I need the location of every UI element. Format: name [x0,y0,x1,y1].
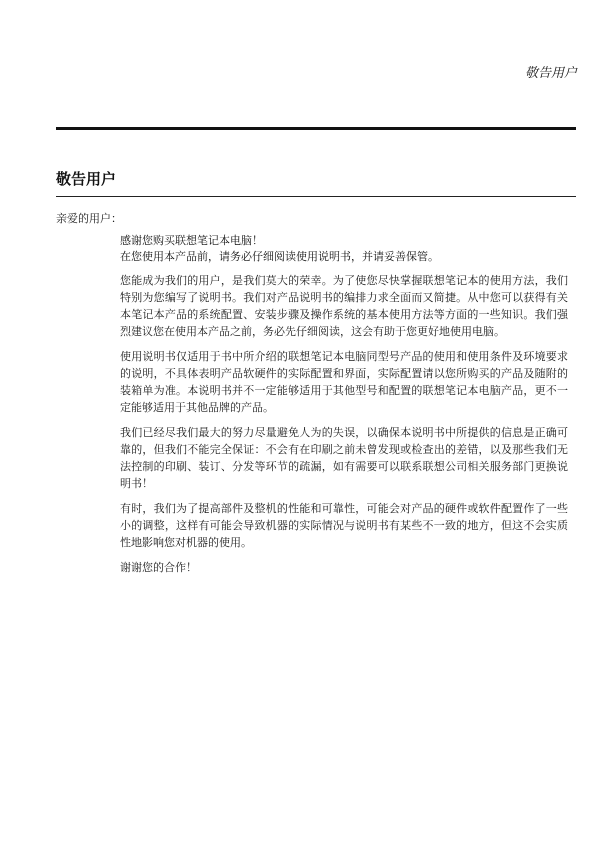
paragraph-accuracy: 我们已经尽我们最大的努力尽量避免人为的失误，以确保本说明书中所提供的信息是正确可靠的，但我们不能完全保证：不会有在印刷之前未曾发现或检查出的差错，以及那些我们无法控制的印刷、装订、分发等环节的疏漏，如有需要可以联系联想公司相关服务部门更换说明书！ [120,426,568,490]
header-divider [56,127,576,130]
paragraph-scope: 使用说明书仅适用于书中所介绍的联想笔记本电脑同型号产品的使用和使用条件及环境要求的说明，不具体表明产品软硬件的实际配置和界面，实际配置请以您所购买的产品及随附的装箱单为准。本说明书并不一定能够适用于其他型号和配置的联想笔记本电脑产品，更不一定能够适用于其他品牌的产品。 [120,350,568,414]
letter-body [120,233,568,576]
salutation: 亲爱的用户： [56,212,122,225]
thanks-line: 感谢您购买联想笔记本电脑！ [120,234,263,247]
paragraph-closing: 谢谢您的合作！ [120,561,197,574]
read-manual-notice: 在您使用本产品前，请务必仔细阅读使用说明书，并请妥善保管。 [120,250,439,263]
paragraph-welcome: 您能成为我们的用户，是我们莫大的荣幸。为了使您尽快掌握联想笔记本的使用方法，我们特别为您编写了说明书。我们对产品说明书的编排力求全面而又简捷。从中您可以获得有关本笔记本产品的系统配置、安装步骤及操作系统的基本使用方法等方面的一些知识。我们强烈建议您在使用本产品之前，务必先仔细阅读，这会有助于您更好地使用电脑。 [120,274,568,338]
paragraph-changes: 有时，我们为了提高部件及整机的性能和可靠性，可能会对产品的硬件或软件配置作了一些小的调整，这样有可能会导致机器的实际情况与说明书有某些不一致的地方，但这不会实质性地影响您对机器的使用。 [120,502,568,549]
running-header: 敬告用户 [524,66,577,81]
section-title: 敬告用户 [56,170,117,188]
section-divider [56,196,576,197]
